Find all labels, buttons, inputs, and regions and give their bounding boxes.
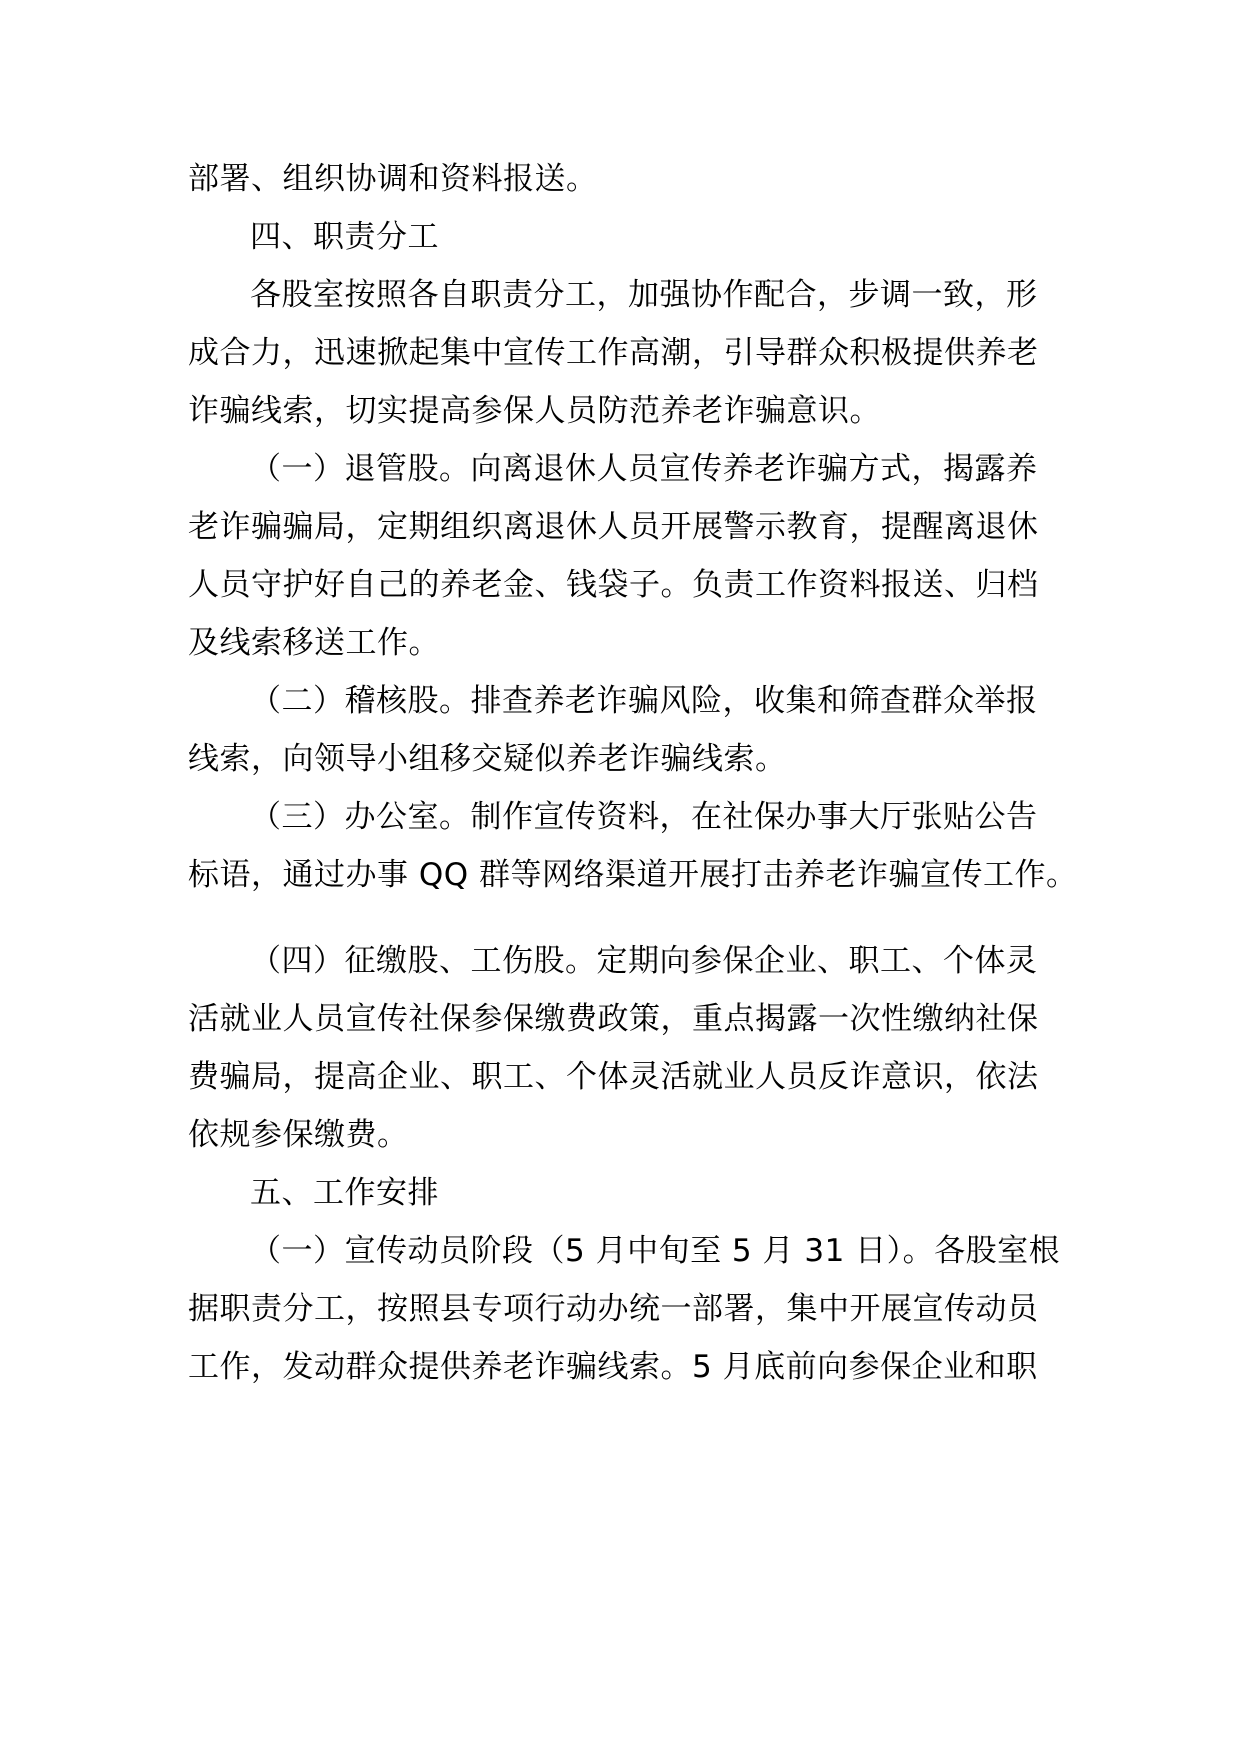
text-line: （一）宣传动员阶段（5 月中旬至 5 月 31 日）。各股室根 [250, 1233, 1061, 1269]
text-line: 费骗局，提高企业、职工、个体灵活就业人员反诈意识，依法 [188, 1059, 1039, 1095]
text-line: 诈骗线索，切实提高参保人员防范养老诈骗意识。 [188, 393, 881, 429]
text-line: 及线索移送工作。 [188, 625, 440, 661]
text-line: 线索，向领导小组移交疑似养老诈骗线索。 [188, 741, 787, 777]
text-line: 老诈骗骗局，定期组织离退休人员开展警示教育，提醒离退休 [188, 509, 1039, 545]
section-heading: 四、职责分工 [250, 219, 439, 255]
text-line: 活就业人员宣传社保参保缴费政策，重点揭露一次性缴纳社保 [188, 1001, 1039, 1037]
text-line: 部署、组织协调和资料报送。 [188, 161, 598, 197]
section-heading: 五、工作安排 [250, 1175, 439, 1211]
text-line: 各股室按照各自职责分工，加强协作配合，步调一致，形 [250, 277, 1038, 313]
text-line: （一）退管股。向离退休人员宣传养老诈骗方式，揭露养 [250, 451, 1038, 487]
text-line: 依规参保缴费。 [188, 1117, 409, 1153]
text-line: 标语，通过办事 QQ 群等网络渠道开展打击养老诈骗宣传工作。 [188, 857, 1078, 893]
text-line: （二）稽核股。排查养老诈骗风险，收集和筛查群众举报 [250, 683, 1038, 719]
text-line: 据职责分工，按照县专项行动办统一部署，集中开展宣传动员 [188, 1291, 1039, 1327]
text-line: （四）征缴股、工伤股。定期向参保企业、职工、个体灵 [250, 943, 1038, 979]
text-line: 工作，发动群众提供养老诈骗线索。5 月底前向参保企业和职 [188, 1349, 1038, 1385]
text-line: 人员守护好自己的养老金、钱袋子。负责工作资料报送、归档 [188, 567, 1039, 603]
text-line: （三）办公室。制作宣传资料，在社保办事大厅张贴公告 [250, 799, 1038, 835]
text-line: 成合力，迅速掀起集中宣传工作高潮，引导群众积极提供养老 [188, 335, 1039, 371]
